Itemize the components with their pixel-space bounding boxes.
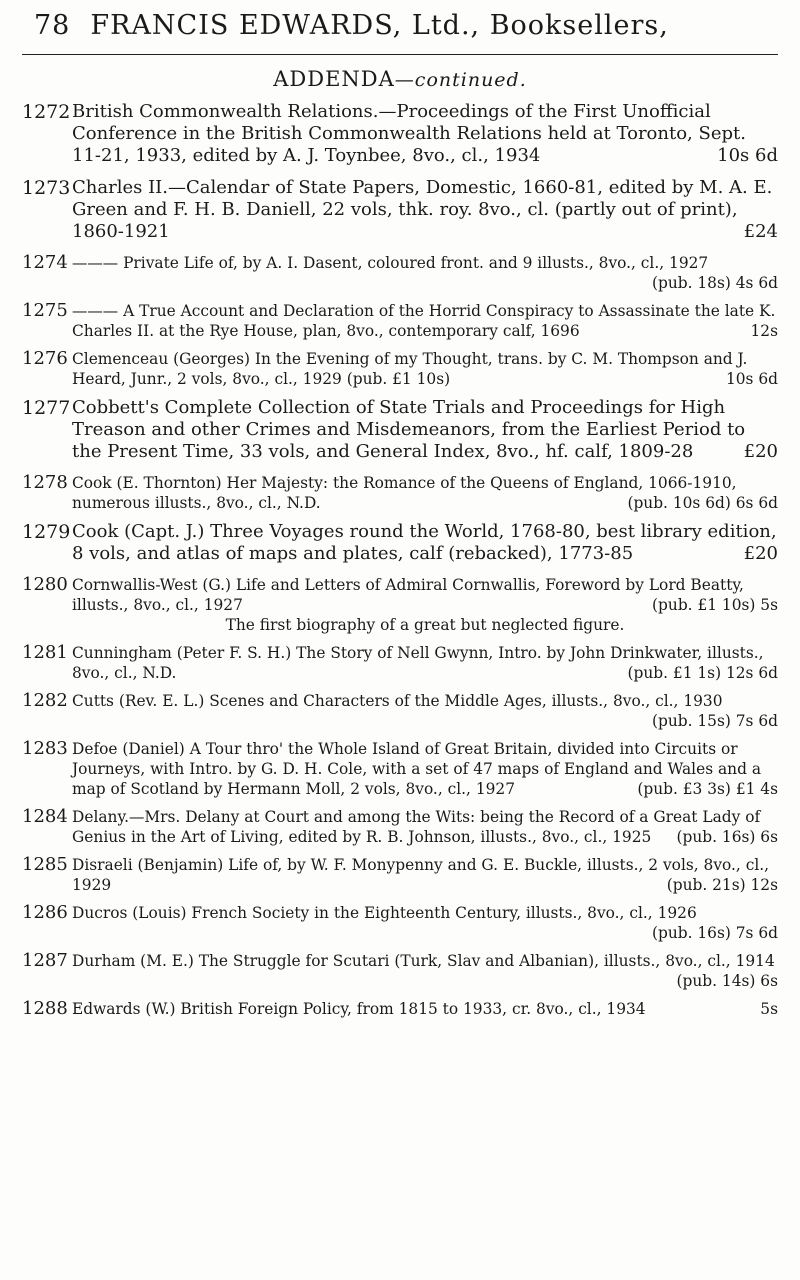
entry-text: British Commonwealth Relations.—Proceedings of the First Unofficial Conference in the British Commonwealth Relations held at Toronto, Sept. 11-21, 1933, edited by A. J. Toynbee, 8vo., cl., 1934 10s 6d [72,101,778,166]
entry-price: 5s [760,1000,778,1018]
entry-price: (pub. 21s) 12s [666,876,778,894]
entry-text: Ducros (Louis) French Society in the Eighteenth Century, illusts., 8vo., cl., 1926 (pub. 16s) 7s 6d [72,904,778,942]
entry-price: (pub. 14s) 6s [676,972,778,990]
section-subtitle: —continued. [394,69,527,91]
entry-text: Edwards (W.) British Foreign Policy, from 1815 to 1933, cr. 8vo., cl., 1934 5s [72,1000,778,1018]
entry-text: Delany.—Mrs. Delany at Court and among the Wits: being the Record of a Great Lady of Genius in the Art of Living, edited by R. B. Johnson, illusts., 8vo., cl., 1925 (pub. 16s) 6s [72,808,778,846]
entry-number: 1275 [22,300,68,321]
entry-price: (pub. 18s) 4s 6d [651,274,778,292]
entry-number: 1280 [22,574,68,595]
running-title: FRANCIS EDWARDS, Ltd., Booksellers, [90,10,669,41]
entry-number: 1278 [22,472,68,493]
entry-number: 1276 [22,348,68,369]
entry-price: 10s 6d [717,145,778,166]
catalogue-entry [22,397,778,463]
catalogue-entry [22,301,778,341]
entry-text: Disraeli (Benjamin) Life of, by W. F. Monypenny and G. E. Buckle, illusts., 2 vols, 8vo., cl., 1929 (pub. 21s) 12s [72,856,778,894]
entry-number: 1286 [22,902,68,923]
catalogue-entry [22,691,778,731]
catalogue-entry [22,349,778,389]
entry-price: £20 [743,543,778,564]
entry-number: 1283 [22,738,68,759]
entry-text: Cobbett's Complete Collection of State Trials and Proceedings for High Treason and other Crimes and Misdemeanors, from the Earliest Period to the Present Time, 33 vols, and General Index, 8vo., hf. calf, 1809-28 £20 [72,397,778,462]
entry-number: 1273 [22,177,71,199]
catalogue-entry [22,855,778,895]
entry-text: Cornwallis-West (G.) Life and Letters of Admiral Cornwallis, Foreword by Lord Beatty, illusts., 8vo., cl., 1927 (pub. £1 10s) 5s [72,576,778,614]
catalogue-entry [22,521,778,565]
entry-text: Durham (M. E.) The Struggle for Scutari (Turk, Slav and Albanian), illusts., 8vo., cl., 1914 (pub. 14s) 6s [72,952,778,990]
entry-number: 1281 [22,642,68,663]
catalogue-entry [22,951,778,991]
entry-text: Clemenceau (Georges) In the Evening of my Thought, trans. by C. M. Thompson and J. Heard, Junr., 2 vols, 8vo., cl., 1929 (pub. £1 10s) 10s 6d [72,350,778,388]
entry-number: 1288 [22,998,68,1019]
section-title [22,67,778,91]
catalogue-entry [22,999,778,1019]
entry-price: (pub. £1 10s) 5s [652,596,778,614]
entry-text: Cunningham (Peter F. S. H.) The Story of Nell Gwynn, Intro. by John Drinkwater, illusts., 8vo., cl., N.D. (pub. £1 1s) 12s 6d [72,644,778,682]
catalogue-entry [22,473,778,513]
entry-text: Cook (E. Thornton) Her Majesty: the Romance of the Queens of England, 1066-1910, numerous illusts., 8vo., cl., N.D. (pub. 10s 6d) 6s 6d [72,474,778,512]
entry-price: 10s 6d [725,370,778,388]
entry-text: Cutts (Rev. E. L.) Scenes and Characters of the Middle Ages, illusts., 8vo., cl., 1930 (pub. 15s) 7s 6d [72,692,778,730]
catalogue-entry [22,643,778,683]
entry-price: (pub. 16s) 6s [676,828,778,846]
entry-number: 1285 [22,854,68,875]
entry-price: (pub. 10s 6d) 6s 6d [627,494,778,512]
entry-text: ——— A True Account and Declaration of the Horrid Conspiracy to Assassinate the late K. Charles II. at the Rye House, plan, 8vo., contemporary calf, 1696 12s [72,302,778,340]
catalogue-entry [22,101,778,167]
catalogue-entry [22,575,778,635]
page-number: 78 [34,10,71,41]
entry-price: £24 [743,221,778,242]
entry-price: (pub. £1 1s) 12s 6d [627,664,778,682]
header-rule [22,54,778,55]
entry-price: (pub. 15s) 7s 6d [651,712,778,730]
entry-list [22,101,778,1019]
entry-price: 12s [750,322,778,340]
entry-note: The first biography of a great but neglected figure. [225,616,625,634]
entry-text: ——— Private Life of, by A. I. Dasent, coloured front. and 9 illusts., 8vo., cl., 1927 (pub. 18s) 4s 6d [72,254,778,292]
entry-number: 1284 [22,806,68,827]
entry-number: 1274 [22,252,68,273]
entry-price: £20 [743,441,778,462]
catalogue-entry [22,177,778,243]
section-heading: ADDENDA [273,67,395,91]
catalogue-entry [22,739,778,799]
catalogue-entry [22,253,778,293]
entry-text: Charles II.—Calendar of State Papers, Domestic, 1660-81, edited by M. A. E. Green and F. H. B. Daniell, 22 vols, thk. roy. 8vo., cl. (partly out of print), 1860-1921 £24 [72,177,778,242]
entry-price: (pub. 16s) 7s 6d [651,924,778,942]
entry-price: (pub. £3 3s) £1 4s [637,780,778,798]
entry-number: 1277 [22,397,71,419]
entry-number: 1287 [22,950,68,971]
entry-number: 1279 [22,521,71,543]
page-header [22,8,778,44]
catalogue-entry [22,903,778,943]
catalogue-entry [22,807,778,847]
entry-text: Defoe (Daniel) A Tour thro' the Whole Island of Great Britain, divided into Circuits or Journeys, with Intro. by G. D. H. Cole, with a set of 47 maps of England and Wales and a map of Scotland by Hermann Moll, 2 vols, 8vo., cl., 1927 (pub. £3 3s) £1 4s [72,740,778,798]
entry-number: 1282 [22,690,68,711]
entry-text: Cook (Capt. J.) Three Voyages round the World, 1768-80, best library edition, 8 vols, and atlas of maps and plates, calf (rebacked), 1773-85 £20 [72,521,778,564]
entry-number: 1272 [22,101,71,123]
